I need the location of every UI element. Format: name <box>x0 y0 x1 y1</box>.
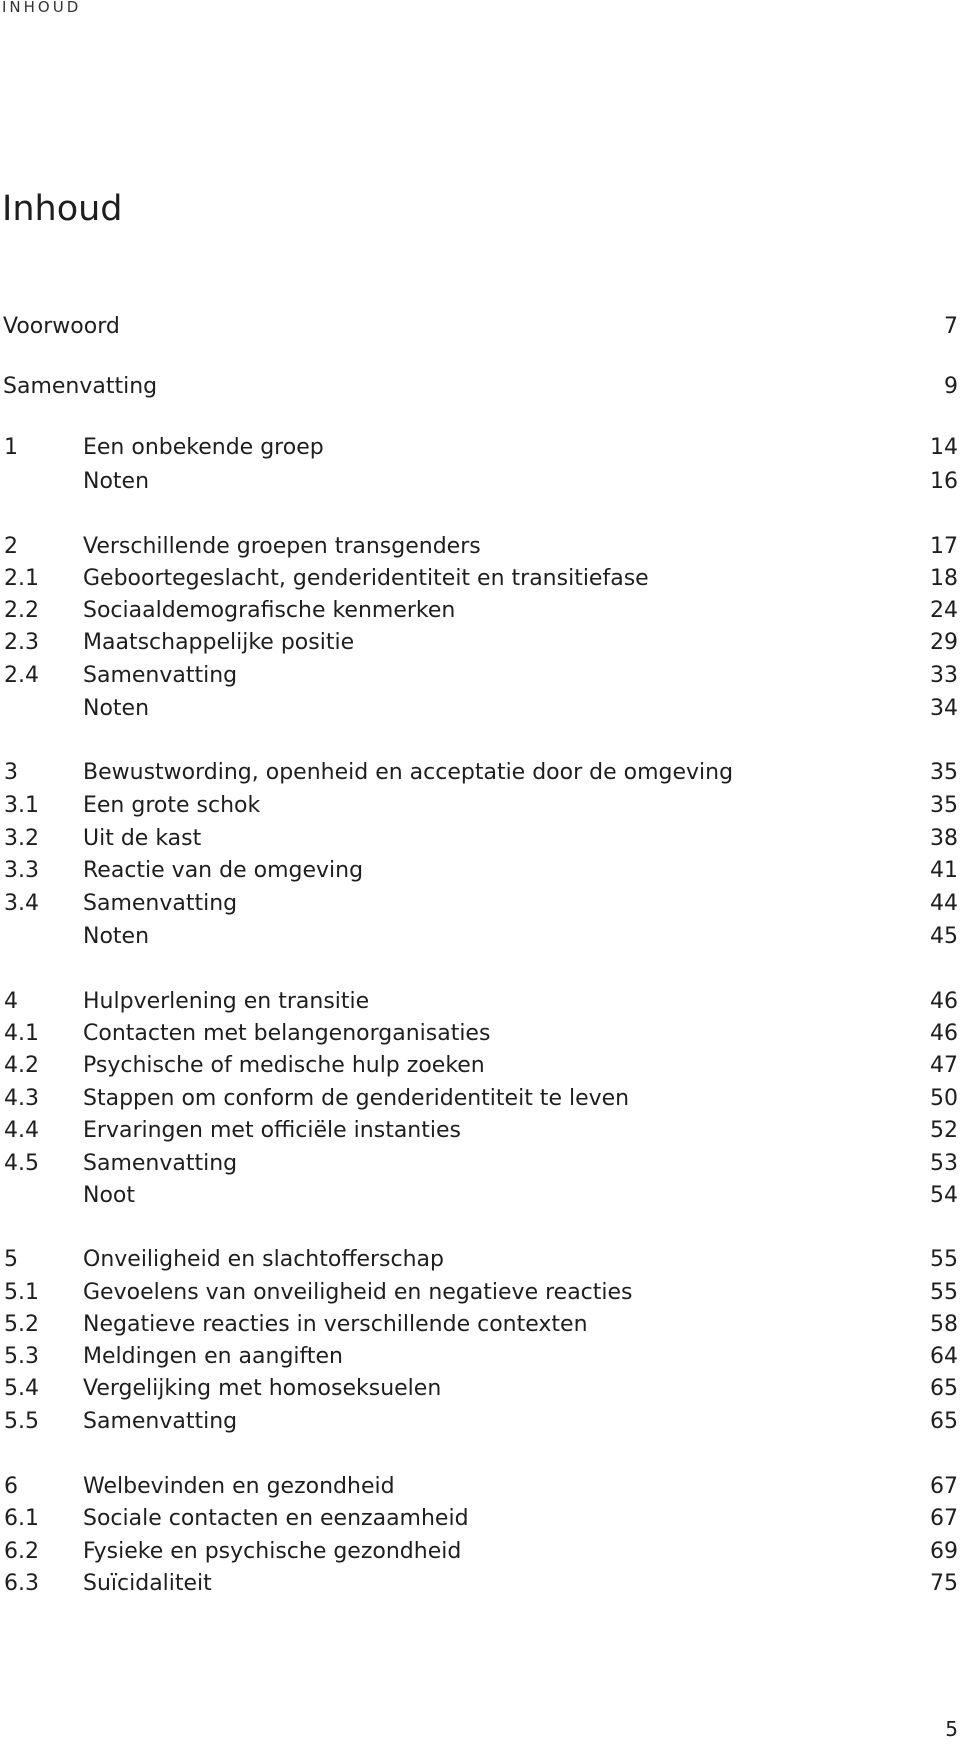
toc-entry-page: 52 <box>930 1118 958 1143</box>
toc-entry-page: 38 <box>930 826 958 851</box>
toc-entry-title: Fysieke en psychische gezondheid <box>83 1539 462 1564</box>
toc-entry <box>0 1536 960 1568</box>
toc-entry <box>0 986 960 1018</box>
toc-entry-number: 5 <box>4 1247 18 1272</box>
toc-entry <box>0 790 960 822</box>
toc-entry-page: 65 <box>930 1409 958 1434</box>
toc-entry-title: Bewustwording, openheid en acceptatie door de omgeving <box>83 760 734 785</box>
toc-entry <box>0 693 960 725</box>
toc-entry-number: 4.5 <box>4 1151 39 1176</box>
toc-entry <box>0 757 960 789</box>
toc-entry-number: 2.1 <box>4 566 39 591</box>
toc-entry <box>0 1148 960 1180</box>
toc-entry-title: Verschillende groepen transgenders <box>83 534 481 559</box>
toc-entry-page: 44 <box>930 891 958 916</box>
toc-entry-title: Samenvatting <box>83 1151 238 1176</box>
toc-entry-number: 4.4 <box>4 1118 39 1143</box>
toc-entry-title: Gevoelens van onveiligheid en negatieve reacties <box>83 1280 633 1305</box>
toc-entry-page: 46 <box>930 1021 958 1046</box>
toc-entry-title: Samenvatting <box>83 1409 238 1434</box>
toc-entry <box>0 823 960 855</box>
toc-entry-page: 47 <box>930 1053 958 1078</box>
toc-entry <box>0 1309 960 1341</box>
toc-entry-title: Noten <box>83 696 150 721</box>
toc-entry-page: 24 <box>930 598 958 623</box>
toc-entry <box>0 1503 960 1535</box>
toc-entry-number: 3.3 <box>4 858 39 883</box>
toc-entry-page: 50 <box>930 1086 958 1111</box>
toc-entry-number: 6.3 <box>4 1571 39 1596</box>
toc-entry-page: 53 <box>930 1151 958 1176</box>
toc-entry-page: 54 <box>930 1183 958 1208</box>
toc-entry-title: Geboortegeslacht, genderidentiteit en transitiefase <box>83 566 649 591</box>
toc-entry-number: 3 <box>4 760 18 785</box>
toc-entry-page: 45 <box>930 924 958 949</box>
toc-entry-number: 4.3 <box>4 1086 39 1111</box>
toc-entry-number: 5.1 <box>4 1280 39 1305</box>
toc-entry-title: Samenvatting <box>83 663 238 688</box>
toc-entry-number: 5.5 <box>4 1409 39 1434</box>
toc-entry-title: Hulpverlening en transitie <box>83 989 370 1014</box>
toc-entry-title: Samenvatting <box>3 374 158 399</box>
toc-entry <box>0 371 960 403</box>
toc-entry <box>0 1471 960 1503</box>
toc-entry <box>0 432 960 464</box>
toc-entry-title: Sociale contacten en eenzaamheid <box>83 1506 469 1531</box>
toc-entry-page: 67 <box>930 1474 958 1499</box>
toc-entry <box>0 1083 960 1115</box>
toc-entry-title: Een onbekende groep <box>83 435 324 460</box>
toc-entry <box>0 531 960 563</box>
toc-entry <box>0 888 960 920</box>
toc-entry-page: 41 <box>930 858 958 883</box>
toc-entry-number: 6 <box>4 1474 18 1499</box>
toc-entry-title: Noten <box>83 469 150 494</box>
toc-entry-page: 7 <box>944 314 958 339</box>
toc-entry-page: 75 <box>930 1571 958 1596</box>
toc-entry <box>0 595 960 627</box>
toc-entry <box>0 1180 960 1212</box>
toc-entry <box>0 855 960 887</box>
toc-entry-page: 18 <box>930 566 958 591</box>
toc-entry <box>0 1115 960 1147</box>
toc-entry-title: Sociaaldemografische kenmerken <box>83 598 456 623</box>
toc-entry-number: 5.4 <box>4 1376 39 1401</box>
toc-entry-number: 2.2 <box>4 598 39 623</box>
toc-entry-title: Uit de kast <box>83 826 202 851</box>
toc-entry-page: 14 <box>930 435 958 460</box>
toc-entry-title: Onveiligheid en slachtofferschap <box>83 1247 445 1272</box>
toc-entry <box>0 1050 960 1082</box>
toc-entry-number: 6.2 <box>4 1539 39 1564</box>
toc-entry <box>0 627 960 659</box>
toc-entry-title: Ervaringen met officiële instanties <box>83 1118 461 1143</box>
toc-entry-number: 2 <box>4 534 18 559</box>
toc-entry-number: 4 <box>4 989 18 1014</box>
toc-entry-page: 58 <box>930 1312 958 1337</box>
toc-entry-page: 33 <box>930 663 958 688</box>
toc-entry <box>0 921 960 953</box>
page-title: Inhoud <box>2 189 123 229</box>
toc-entry-page: 69 <box>930 1539 958 1564</box>
toc-entry-number: 3.1 <box>4 793 39 818</box>
toc-entry <box>0 1373 960 1405</box>
toc-entry-title: Maatschappelijke positie <box>83 630 355 655</box>
page-number: 5 <box>945 1717 958 1741</box>
toc-entry-title: Samenvatting <box>83 891 238 916</box>
toc-entry-page: 55 <box>930 1280 958 1305</box>
toc-entry-page: 29 <box>930 630 958 655</box>
toc-entry-title: Vergelijking met homoseksuelen <box>83 1376 442 1401</box>
toc-entry-page: 46 <box>930 989 958 1014</box>
toc-entry-page: 55 <box>930 1247 958 1272</box>
toc-entry-title: Psychische of medische hulp zoeken <box>83 1053 485 1078</box>
toc-entry-number: 5.2 <box>4 1312 39 1337</box>
toc-entry-page: 34 <box>930 696 958 721</box>
toc-entry-number: 3.2 <box>4 826 39 851</box>
toc-entry-page: 65 <box>930 1376 958 1401</box>
toc-entry-page: 67 <box>930 1506 958 1531</box>
toc-entry <box>0 1341 960 1373</box>
toc-entry <box>0 1244 960 1276</box>
toc-entry <box>0 1568 960 1600</box>
toc-entry-title: Suïcidaliteit <box>83 1571 212 1596</box>
toc-entry-number: 3.4 <box>4 891 39 916</box>
toc-entry-title: Contacten met belangenorganisaties <box>83 1021 491 1046</box>
toc-entry <box>0 563 960 595</box>
toc-entry-title: Een grote schok <box>83 793 261 818</box>
toc-entry <box>0 311 960 343</box>
toc-entry-title: Meldingen en aangiften <box>83 1344 344 1369</box>
toc-entry-page: 9 <box>944 374 958 399</box>
toc-entry-number: 6.1 <box>4 1506 39 1531</box>
toc-entry-page: 35 <box>930 760 958 785</box>
toc-entry <box>0 1277 960 1309</box>
toc-entry-page: 16 <box>930 469 958 494</box>
toc-entry-title: Voorwoord <box>3 314 120 339</box>
toc-entry-title: Negatieve reacties in verschillende contexten <box>83 1312 588 1337</box>
toc-entry <box>0 1018 960 1050</box>
toc-entry-number: 4.2 <box>4 1053 39 1078</box>
toc-entry-number: 5.3 <box>4 1344 39 1369</box>
toc-entry-page: 35 <box>930 793 958 818</box>
toc-entry <box>0 1406 960 1438</box>
toc-entry <box>0 660 960 692</box>
running-head: INHOUD <box>2 0 82 16</box>
toc-entry-number: 4.1 <box>4 1021 39 1046</box>
toc-entry-title: Reactie van de omgeving <box>83 858 364 883</box>
toc-entry-number: 2.3 <box>4 630 39 655</box>
toc-entry-number: 1 <box>4 435 18 460</box>
toc-entry-title: Noten <box>83 924 150 949</box>
toc-entry-title: Welbevinden en gezondheid <box>83 1474 395 1499</box>
toc-entry-page: 64 <box>930 1344 958 1369</box>
toc-entry-title: Noot <box>83 1183 136 1208</box>
toc-entry <box>0 466 960 498</box>
toc-entry-number: 2.4 <box>4 663 39 688</box>
toc-entry-page: 17 <box>930 534 958 559</box>
toc-entry-title: Stappen om conform de genderidentiteit te leven <box>83 1086 630 1111</box>
